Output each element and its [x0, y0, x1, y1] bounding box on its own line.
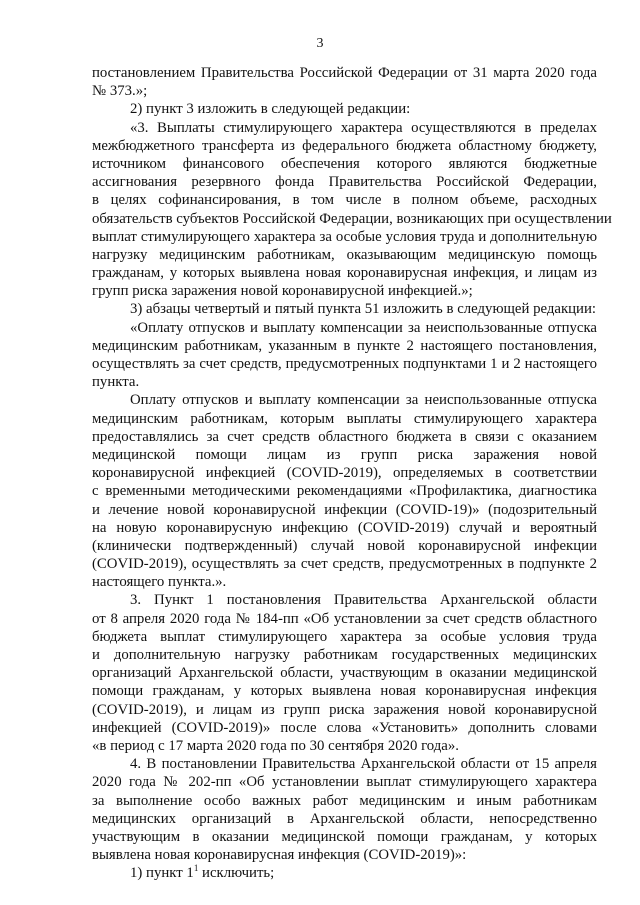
text-line: медицинских организаций в Архангельской области, непосредственно — [92, 810, 597, 827]
last-line-after: исключить; — [198, 865, 275, 882]
text-line: Оплату отпусков и выплату компенсации за неиспользованные отпуска — [130, 392, 597, 409]
text-line: межбюджетного трансферта из федерального бюджета областному бюджету, — [92, 137, 597, 154]
text-line: постановлением Правительства Российской Федерации от 31 марта 2020 года — [92, 65, 597, 81]
text-line: от 8 апреля 2020 года № 184-пп «Об установлении за счет средств областного — [92, 610, 597, 627]
text-line: «3. Выплаты стимулирующего характера осуществляются в пределах — [130, 119, 597, 136]
text-line: и лечение новой коронавирусной инфекции (COVID-19)» (подозрительный — [92, 501, 597, 518]
text-line: в целях софинансирования, в том числе в полном объеме, расходных — [92, 192, 597, 209]
last-line-before: 1) пункт 1 — [130, 865, 194, 882]
text-line: с временными методическими рекомендациями «Профилактика, диагностика — [92, 483, 597, 500]
text-line: гражданам, у которых выявлена новая коронавирусная инфекция, и лицам из — [92, 265, 597, 282]
text-line: обязательств субъектов Российской Федерации, возникающих при осуществлении — [92, 210, 612, 227]
text-line: нагрузку медицинским работникам, оказывающим медицинскую помощь — [92, 246, 597, 263]
text-line: за выполнение особо важных работ медицинским и иным работникам — [92, 792, 597, 809]
text-line: «Оплату отпусков и выплату компенсации за неиспользованные отпуска — [130, 319, 597, 336]
text-line: на новую коронавирусную инфекцию (COVID-2019) случай и вероятный — [92, 519, 597, 536]
text-line: групп риска заражения новой коронавирусной инфекцией.»; — [92, 283, 473, 300]
text-line: настоящего пункта.». — [92, 574, 227, 591]
text-line: инфекцией (COVID-2019)» после слова «Установить» дополнить словами — [92, 719, 597, 736]
text-line: участвующим в оказании медицинской помощи гражданам, у которых — [92, 828, 597, 845]
text-line: организаций Архангельской области, участвующим в оказании медицинской — [92, 665, 597, 682]
text-line: 2020 года № 202-пп «Об установлении выплат стимулирующего характера — [92, 774, 597, 791]
text-line: медицинским работникам, указанным в пункте 2 настоящего постановления, — [92, 337, 597, 354]
text-line: пункта. — [92, 374, 140, 391]
text-line: 2) пункт 3 изложить в следующей редакции: — [130, 101, 411, 118]
page-number: 3 — [316, 36, 324, 51]
text-line: 3) абзацы четвертый и пятый пункта 51 изложить в следующей редакции: — [130, 301, 597, 318]
text-line: выплат стимулирующего характера за особые условия труда и дополнительную — [92, 228, 597, 245]
document-body — [92, 64, 612, 882]
text-line: бюджета выплат стимулирующего характера за особые условия труда — [92, 628, 597, 645]
text-line: № 373.»; — [92, 83, 148, 100]
text-line: медицинской помощи лицам из групп риска заражения новой — [92, 446, 597, 463]
text-line: выявлена новая коронавирусная инфекция (COVID-2019)»: — [92, 847, 467, 864]
text-line: источником финансового обеспечения которого являются бюджетные — [92, 155, 597, 172]
text-line: коронавирусной инфекцией (COVID-2019), определяемых в соответствии — [92, 465, 597, 482]
text-line: (COVID-2019), и лицам из групп риска заражения новой коронавирусной — [92, 701, 597, 718]
text-line: и дополнительную нагрузку работникам государственных медицинских — [92, 647, 597, 663]
text-line: предоставлялись за счет средств областного бюджета в связи с оказанием — [92, 428, 597, 445]
text-line-last — [92, 864, 597, 882]
text-line: «в период с 17 марта 2020 года по 30 сентября 2020 года». — [92, 737, 459, 754]
text-line: осуществлять за счет средств, предусмотренных подпунктами 1 и 2 настоящего — [92, 356, 597, 372]
text-line: (COVID-2019), осуществлять за счет средств, предусмотренных в подпункте 2 — [92, 556, 597, 573]
text-line: 3. Пункт 1 постановления Правительства Архангельской области — [130, 592, 597, 609]
text-line: 4. В постановлении Правительства Архангельской области от 15 апреля — [130, 756, 597, 773]
text-line: (клинически подтвержденный) случай новой коронавирусной инфекции — [92, 537, 597, 554]
text-line: медицинским работникам, которым выплаты стимулирующего характера — [92, 410, 597, 427]
superscript-number: 1 — [193, 863, 199, 874]
text-line: помощи гражданам, у которых выявлена новая коронавирусная инфекция — [92, 683, 597, 700]
text-line: ассигнования резервного фонда Правительства Российской Федерации, — [92, 174, 597, 191]
